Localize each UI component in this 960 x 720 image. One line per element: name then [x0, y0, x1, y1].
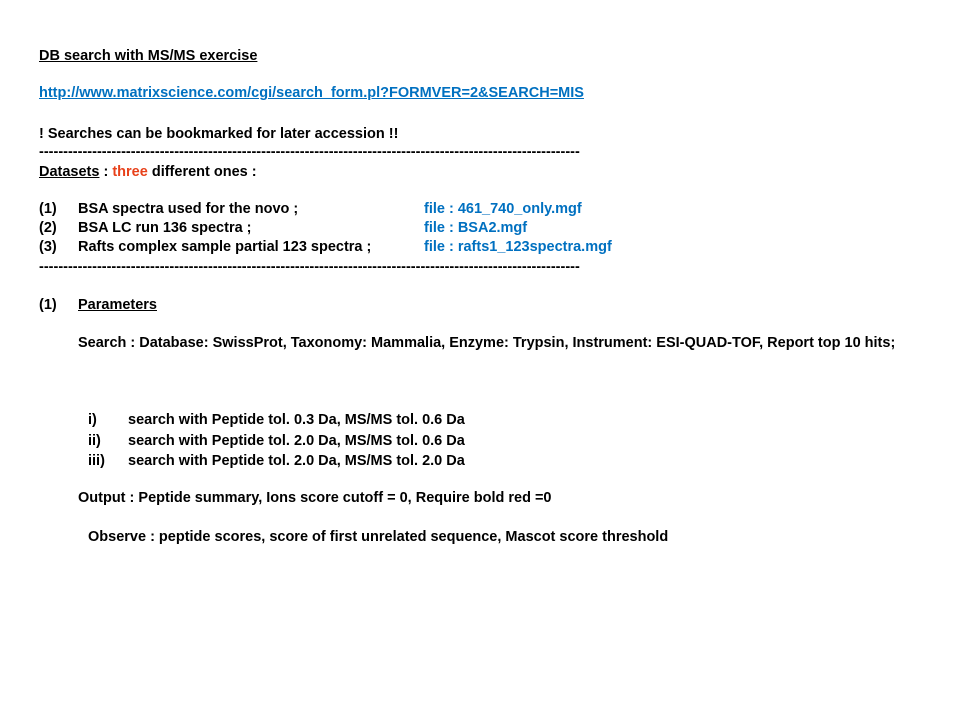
step-text: search with Peptide tol. 2.0 Da, MS/MS tol. 2.0 Da [128, 453, 465, 469]
dataset-row [0, 219, 960, 237]
dataset-file: file : 461_740_only.mgf [424, 201, 582, 217]
dataset-description: BSA LC run 136 spectra ; [78, 220, 252, 236]
dataset-description: Rafts complex sample partial 123 spectra ; [78, 239, 372, 255]
parameters-label: Parameters [78, 297, 157, 313]
search-step [0, 411, 960, 429]
observe-note: Observe : peptide scores, score of first unrelated sequence, Mascot score threshold [88, 529, 669, 545]
datasets-heading [39, 163, 257, 181]
step-number: i) [88, 412, 97, 428]
search-step [0, 432, 960, 450]
dataset-description: BSA spectra used for the novo ; [78, 201, 299, 217]
step-text: search with Peptide tol. 2.0 Da, MS/MS tol. 0.6 Da [128, 433, 465, 449]
parameters-number: (1) [39, 297, 57, 313]
dataset-number: (3) [39, 239, 57, 255]
dataset-number: (2) [39, 220, 57, 236]
parameters-heading [0, 296, 960, 314]
search-form-link[interactable]: http://www.matrixscience.com/cgi/search_form.pl?FORMVER=2&SEARCH=MIS [39, 85, 584, 101]
page-title: DB search with MS/MS exercise [39, 48, 258, 64]
datasets-post: different ones : [147, 164, 257, 180]
bookmark-note: ! Searches can be bookmarked for later accession !! [39, 126, 399, 142]
search-settings: Search : Database: SwissProt, Taxonomy: Mammalia, Enzyme: Trypsin, Instrument: ESI-QUAD-TOF, Report top 10 hits; [78, 335, 896, 351]
step-number: ii) [88, 433, 101, 449]
step-text: search with Peptide tol. 0.3 Da, MS/MS tol. 0.6 Da [128, 412, 465, 428]
output-settings: Output : Peptide summary, Ions score cutoff = 0, Require bold red =0 [78, 490, 552, 506]
datasets-pre: : [99, 164, 113, 180]
dataset-file: file : rafts1_123spectra.mgf [424, 239, 612, 255]
search-step [0, 452, 960, 470]
divider-bottom: ---------------------------------------------------------------------------------------------------------------- [39, 259, 580, 275]
divider-top: ---------------------------------------------------------------------------------------------------------------- [39, 144, 580, 160]
dataset-row [0, 200, 960, 218]
datasets-label: Datasets [39, 164, 100, 180]
step-number: iii) [88, 453, 105, 469]
dataset-row [0, 238, 960, 256]
dataset-number: (1) [39, 201, 57, 217]
dataset-file: file : BSA2.mgf [424, 220, 528, 236]
datasets-count: three [112, 164, 148, 180]
